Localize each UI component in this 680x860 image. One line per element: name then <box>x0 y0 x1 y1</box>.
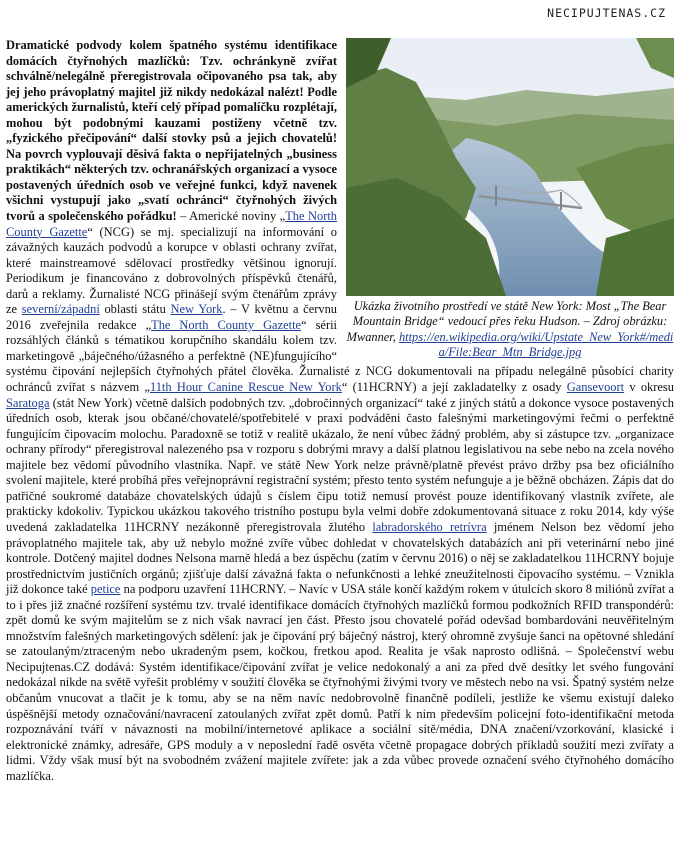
text-segment: v okresu <box>624 380 674 395</box>
text-segment: “ (11HCRNY) a její zakladatelky z osady <box>341 380 567 395</box>
link-11th-hour-canine-rescue[interactable]: 11th Hour Canine Rescue New York <box>149 380 342 395</box>
text-segment: . – V květnu a červnu 2016 zveřejnila redakce „ <box>6 302 338 332</box>
link-north-county-gazette[interactable]: The North County Gazette <box>6 209 338 239</box>
text-segment: “ (NCG) se mj. specializují na informování o závažných kauzách podvodů a korupce v oblasti ochrany zvířat, které mainstreamové sdělovací prostředky většinou ignorují. Periodikum je financováno z dobrovolných příspěvků čtenářů, darů a reklamy. Žurnalisté NCG přinášejí svým čtenářům zprávy ze <box>6 224 337 317</box>
site-name: NECIPUJTENAS.CZ <box>547 6 666 20</box>
link-northern-western-region[interactable]: severní/západní <box>21 302 100 317</box>
link-petition[interactable]: petice <box>90 582 121 597</box>
text-segment: – Americké noviny „ <box>176 209 286 224</box>
text-segment: jménem Nelson bez vědomí jeho právoplatného majitele tak, aby už nebylo možné zvíře vůbec dohledat v chovatelských databázích ani při veterinární nebo jiné kontrole. Dotčený majitel dodnes Nelsona marně hledá a bez úspěchu (zatím v červnu 2016) o něj se zakladatelkou 11HCRNY bojuje prostřednictvím justičních orgánů; zjišťuje další závažná fakta o nefunkčnosti a lehké zneužitelnosti čipovacího systému. – Vznikla již dokonce také <box>6 519 674 597</box>
figure-caption <box>346 299 674 361</box>
article-figure <box>346 38 674 361</box>
link-labrador-retriever[interactable]: labradorského retrívra <box>372 519 487 534</box>
caption-text: Ukázka životního prostředí ve státě New York: Most „The Bear Mountain Bridge“ vedoucí přes řeku Hudson. – Zdroj obrázku: Mwanner, <box>346 299 668 344</box>
link-gansevoort[interactable]: Gansevoort <box>566 380 625 395</box>
caption-source-link[interactable]: https://en.wikipedia.org/wiki/Upstate_New_York#/media/File:Bear_Mtn_Bridge.jpg <box>398 329 674 360</box>
text-segment: “ sérii rozsáhlých článků s tématikou korupčního skandálu kolem tzv. marketingově „báječného/úžasného a perfektně (NE)fungujícího“ systému čipování nejlepších čtyřnohých přátel člověka. Žurnalisté z NCG dokumentovali na případu nelegálně působící charity ochránců zvířat s názvem „ <box>6 317 674 395</box>
text-segment: – Společenství webu Necipujtenas.CZ dodává: Systém identifikace/čipování zvířat je velice nedokonalý a ani za před dvě desítky let svého fungování nedokázal nikde na světě vyřešit problémy v soužití člověka se čtyřnohými živými tvory ve městech nebo na vsi. Špatný systém nelze občanům vnucovat a tlačit je k tomu, aby se na něm navíc nedobrovolně finančně podíleli, jestliže ke všemu existují daleko úspěšnější metody označování/navracení zatoulaných zvířat zpět domů. Patří k nim především policejní foto-identifikační metoda rozpoznávání tváří v návaznosti na mobilní/internetové aplikace a sociální sítě/média, DNA značení/vzorkování, klasické i elektronické známky, adresáře, GPS moduly a v neposlední řadě osvěta včetně propagace dobrých příkladů soužití mezi zvířaty a lidmi. Vždy však musí být na svobodném zvážení majitele zvířete: jak a zda vůbec provede označení svého čtyřnohého domácího mazlíčka. <box>6 644 674 783</box>
text-segment: na podporu uzavření 11HCRNY. – Navíc v USA stále končí každým rokem v útulcích skoro 8 miliónů zvířat a to i přes již značné rozšíření systému tzv. trvalé identifikace domácích čtyřnohých mazlíčků formou podkožních RFID transpondérů: zpět domů ke svým majitelům se z nich však navrací jen část. Přesto jsou chovatelé pořád odevšad bombardováni neuvěřitelným množstvím falešných marketingových sdělení: jak je čipování prý báječný nástroj, který ohromně zvyšuje šanci na opětovné shledání se zatoulaným/ztraceným nebo ukradeným psem, kočkou, fretkou apod. Realita je však naprosto odlišná. <box>6 582 675 659</box>
text-segment: oblasti státu <box>99 302 171 317</box>
text-segment: (stát New York) včetně dalších podobných tzv. „dobročinných organizací“ také z jiných států a dokonce vysoce postavených úředních osob, kterak jsou občané/chovatelé/spotřebitelé v praxi podváděni často falešnými marketingovými řečmi o perfektně fungujícím čipovacím molochu. Paradoxně se totiž v realitě ukázalo, že není vůbec žádný problém, aby si zástupce tzv. „organizace ochrany přírody“ přeregistroval nalezeného psa v rozporu s dobrými mravy a další platnou legislativou na sebe nebo na zcela nového majitele bez vědomí původního vlastníka. Např. ve státě New York nelze právně/platně převést právo držby psa bez oficiálního svolení majitele, které probíhá přes veřejnoprávní registrační systém; přesto tento systém nefunguje a je běžně obcházen. Zápis dat do patřičné soukromé databáze chovatelských údajů s číslem čipu totiž nemusí provést pouze identifikovaný vlastník zvířete, ale prakticky kdokoliv. Typickou ukázkou takového tristního postupu byla velmi dobře zdokumentovaná situace z roku 2014, kdy výše uvedená zakladatelka 11HCRNY nezákonně přeregistrovala žlutého <box>6 395 674 534</box>
link-saratoga[interactable]: Saratoga <box>6 395 50 410</box>
bear-mountain-bridge-photo <box>346 38 674 296</box>
link-north-county-gazette-2[interactable]: The North County Gazette <box>151 317 302 332</box>
article-body <box>6 38 674 784</box>
link-new-york[interactable]: New York <box>170 302 223 317</box>
lead-paragraph: Dramatické podvody kolem špatného systému identifikace domácích čtyřnohých mazlíčků: Tzv. ochránkyně zvířat schválně/nelegálně přeregistrovala očipovaného psa tak, aby jej jeho právoplatný majitel již nikdy nedokázal nalézt! Podle amerických žurnalistů, kteří celý případ pomalíčku rozplétají, mohou být podobnými kauzami postiženy včetně tzv. „fyzického přečipování“ další stovky psů a jejich chovatelů! Na povrch vyplouvají děsivá fakta o nepřijatelných „business praktikách“ některých tzv. ochranářských organizací a vysoce postavených úředních osob ve veřejné funkci, když navenek všichni vystupují jako „svatí ochránci“ čtyřnohých živých tvorů a společenského pořádku! <box>6 38 337 224</box>
